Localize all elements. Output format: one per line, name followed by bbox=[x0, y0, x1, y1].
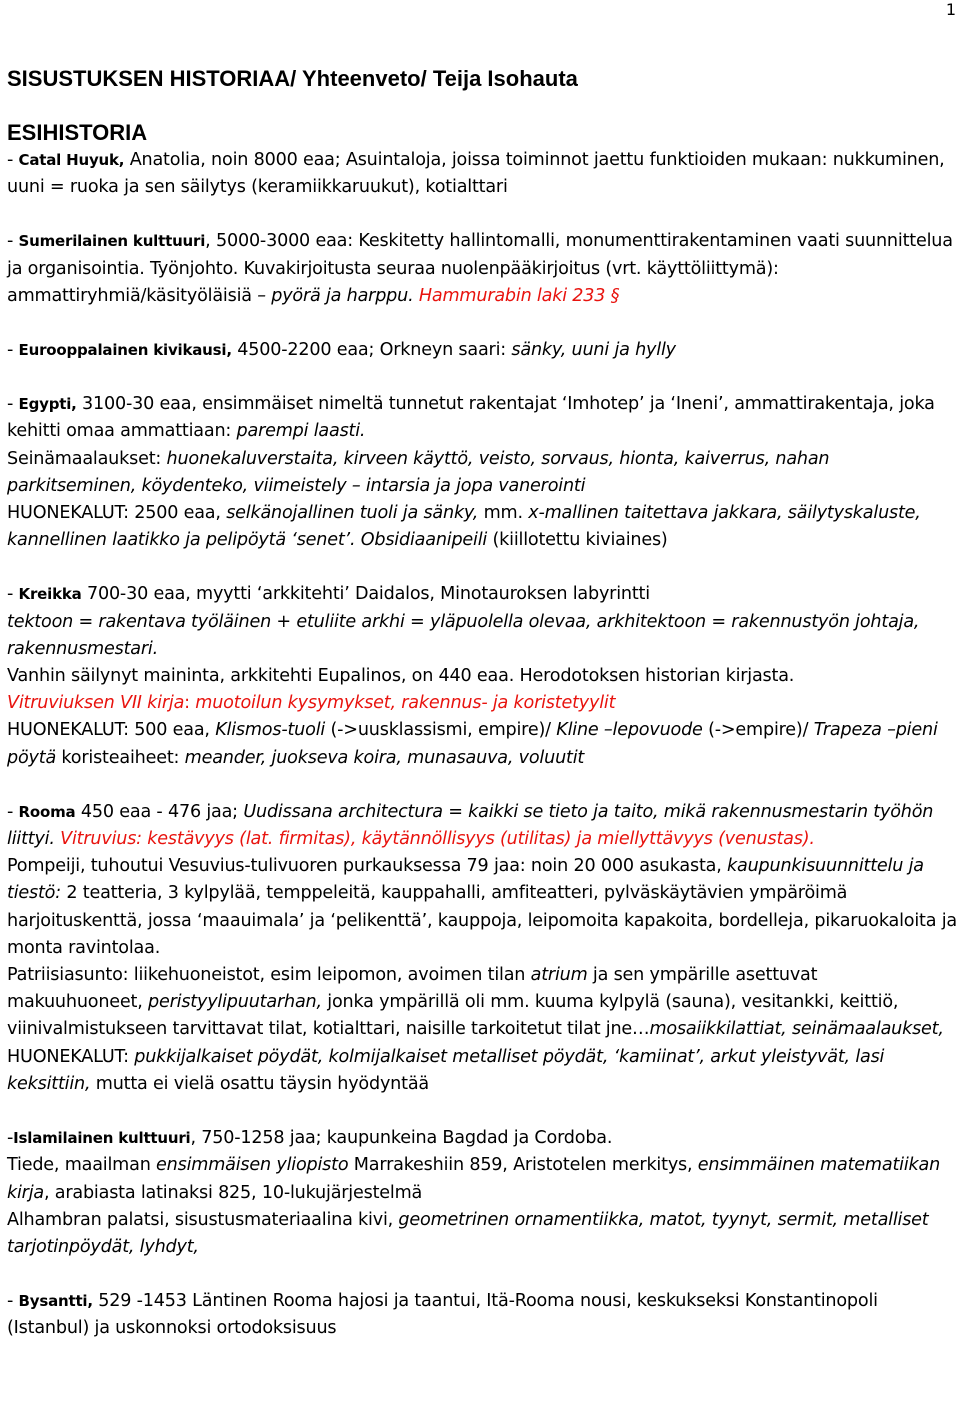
era-label: Rooma bbox=[18, 802, 76, 821]
era-label: Catal Huyuk, bbox=[18, 151, 125, 169]
page-number: 1 bbox=[945, 0, 956, 19]
document-body bbox=[7, 64, 957, 1343]
document-title: SISUSTUKSEN HISTORIAA/ Yhteenveto/ Teija Isohauta bbox=[7, 66, 578, 91]
section-greece: - Kreikka 700-30 eaa, myytti ‘arkkitehti’ Daidalos, Minotauroksen labyrintti tektoon = rakentava työläinen + etuliite arkhi = yläpuolella olevaa, arkhitektoon = rakennustyön johtaja, rakennusmestari. Vanhin säilynyt maininta, arkkitehti Eupalinos, on 440 eaa. Herodotoksen historian kirjasta. Vitruviuksen VII kirja: muotoilun kysymykset, rakennus- ja koristetyylit HUONEKALUT: 500 eaa, Klismos-tuoli (->uusklassismi, empire)/ Kline –lepovuode (->empire)/ Trapeza –pieni pöytä koristeaiheet: meander, juokseva koira, munasauva, voluutit bbox=[7, 584, 938, 768]
section-heading: ESIHISTORIA bbox=[7, 120, 148, 145]
era-label: Islamilainen kulttuuri bbox=[13, 1129, 191, 1148]
era-label: Sumerilainen kulttuuri bbox=[18, 232, 206, 251]
era-label: Bysantti, bbox=[18, 1292, 93, 1311]
section-sumer: - Sumerilainen kulttuuri, 5000-3000 eaa: Keskitetty hallintomalli, monumenttirakentaminen vaati suunnittelua ja organisointia. Työnjohto. Kuvakirjoitusta seuraa nuolenpääkirjoitus (vrt. käyttöliittymä): ammattiryhmiä/käsityöläisiä – pyörä ja harppu. Hammurabin laki 233 § bbox=[7, 231, 953, 306]
section-catal-huyuk: - Catal Huyuk, Anatolia, noin 8000 eaa; Asuintaloja, joissa toiminnot jaettu funktioiden mukaan: nukkuminen, uuni = ruoka ja sen säilytys (keramiikkaruukut), kotialttari bbox=[7, 150, 945, 198]
section-byzantium: - Bysantti, 529 -1453 Läntinen Rooma hajosi ja taantui, Itä-Rooma nousi, keskukseksi Konstantinopoli (Istanbul) ja uskonnoksi ortodoksisuus bbox=[7, 1291, 878, 1339]
section-european-stone-age: - Eurooppalainen kivikausi, 4500-2200 eaa; Orkneyn saari: sänky, uuni ja hylly bbox=[7, 340, 676, 361]
section-rome: - Rooma 450 eaa - 476 jaa; Uudissana architectura = kaikki se tieto ja taito, mikä rakennusmestarin työhön liittyi. Vitruvius: kestävyys (lat. firmitas), käytännöllisyys (utilitas) ja miellyttävyys (venustas). Pompeiji, tuhoutui Vesuvius-tulivuoren purkauksessa 79 jaa: noin 20 000 asukasta, kaupunkisuunnittelu ja tiestö: 2 teatteria, 3 kylpylää, temppeleitä, kauppahalli, amfiteatteri, pylväskäytävien ympäröimä harjoituskenttä, jossa ‘maauimala’ ja ‘pelikenttä’, kauppoja, leipomoita kapakoita, bordelleja, pikaruokaloita ja monta ravintolaa. Patriisiasunto: liikehuoneistot, esim leipomon, avoimen tilan atrium ja sen ympärille asettuvat makuuhuoneet, peristyylipuutarhan, jonka ympärillä oli mm. kuuma kylpylä (sauna), vesitankki, keittiö, viinivalmistukseen tarvittavat tilat, kotialttari, naisille tarkoitetut tilat jne…mosaiikkilattiat, seinämaalaukset, HUONEKALUT: pukkijalkaiset pöydät, kolmijalkaiset metalliset pöydät, ‘kamiinat’, arkut yleistyvät, lasi keksittiin, mutta ei vielä osattu täysin hyödyntää bbox=[7, 801, 957, 1094]
era-label: Kreikka bbox=[18, 585, 82, 604]
era-label: Egypti, bbox=[18, 395, 77, 414]
era-label: Eurooppalainen kivikausi, bbox=[18, 341, 232, 360]
section-islam: -Islamilainen kulttuuri, 750-1258 jaa; kaupunkeina Bagdad ja Cordoba. Tiede, maailman ensimmäisen yliopisto Marrakeshiin 859, Aristotelen merkitys, ensimmäinen matematiikan kirja, arabiasta latinaksi 825, 10-lukujärjestelmä Alhambran palatsi, sisustusmateriaalina kivi, geometrinen ornamentiikka, matot, tyynyt, sermit, metalliset tarjotinpöydät, lyhdyt, bbox=[7, 1128, 941, 1257]
section-egypt: - Egypti, 3100-30 eaa, ensimmäiset nimeltä tunnetut rakentajat ‘Imhotep’ ja ‘Ineni’, ammattirakentaja, joka kehitti omaa ammattiaan: parempi laasti. Seinämaalaukset: huonekaluverstaita, kirveen käyttö, veisto, sorvaus, hionta, kaiverrus, nahan parkitseminen, köydenteko, viimeistely – intarsia ja jopa vanerointi HUONEKALUT: 2500 eaa, selkänojallinen tuoli ja sänky, mm. x-mallinen taitettava jakkara, säilytyskaluste, kannellinen laatikko ja pelipöytä ‘senet’. Obsidiaanipeili (kiillotettu kiviaines) bbox=[7, 394, 935, 551]
